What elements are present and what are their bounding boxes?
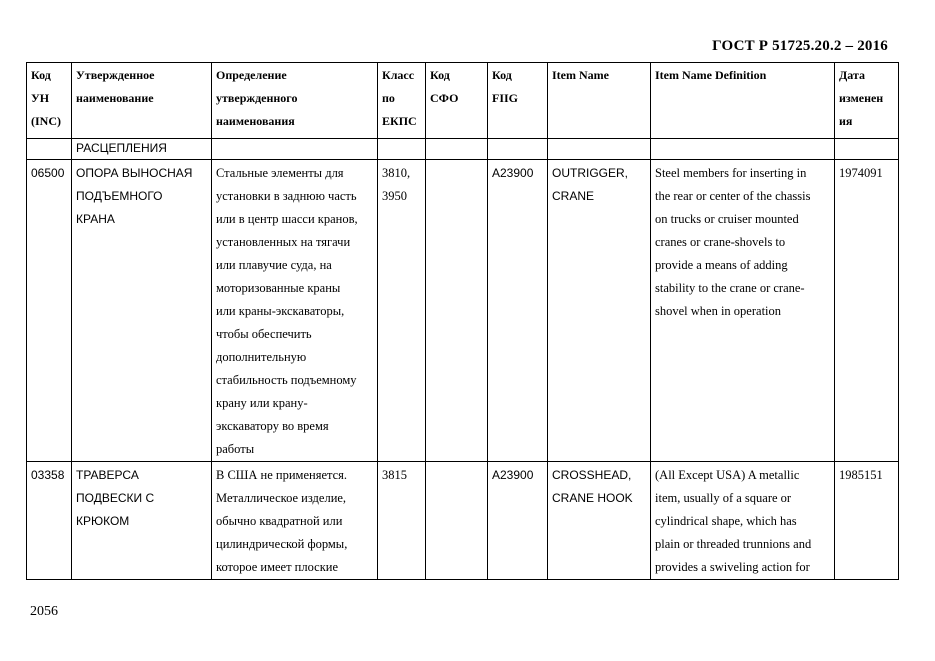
page-number: 2056	[30, 604, 58, 619]
cell-item-name-definition	[651, 139, 835, 160]
cell-sfo-code	[426, 139, 488, 160]
cell-item-name: OUTRIGGER, CRANE	[548, 160, 651, 462]
cell-inc	[27, 139, 72, 160]
cell-sfo-code	[426, 160, 488, 462]
col-header-ekps-class: Класс по ЕКПС	[378, 63, 426, 139]
col-header-item-name: Item Name	[548, 63, 651, 139]
cell-definition-ru: В США не применяется. Металлическое изделие, обычно квадратной или цилиндрической формы, которое имеет плоские	[212, 462, 378, 580]
cell-inc: 03358	[27, 462, 72, 580]
cell-ekps-class	[378, 139, 426, 160]
cell-approved-name: ОПОРА ВЫНОСНАЯ ПОДЪЕМНОГО КРАНА	[72, 160, 212, 462]
cell-approved-name: ТРАВЕРСА ПОДВЕСКИ С КРЮКОМ	[72, 462, 212, 580]
cell-approved-name: РАСЦЕПЛЕНИЯ	[72, 139, 212, 160]
table-row	[27, 139, 899, 160]
cell-date-changed: 1974091	[835, 160, 899, 462]
cell-fiig-code: A23900	[488, 462, 548, 580]
cell-inc: 06500	[27, 160, 72, 462]
col-header-fiig-code: Код FIIG	[488, 63, 548, 139]
cell-ekps-class: 3810, 3950	[378, 160, 426, 462]
table-header-row	[27, 63, 899, 139]
cell-fiig-code	[488, 139, 548, 160]
cell-date-changed: 1985151	[835, 462, 899, 580]
col-header-item-name-definition: Item Name Definition	[651, 63, 835, 139]
col-header-approved-name: Утвержденное наименование	[72, 63, 212, 139]
col-header-definition-ru: Определение утвержденного наименования	[212, 63, 378, 139]
col-header-sfo-code: Код СФО	[426, 63, 488, 139]
cell-ekps-class: 3815	[378, 462, 426, 580]
table-row	[27, 462, 899, 580]
cell-sfo-code	[426, 462, 488, 580]
cell-definition-ru: Стальные элементы для установки в заднюю часть или в центр шасси кранов, установленных на тягачи или плавучие суда, на моторизованные краны или краны-экскаваторы, чтобы обеспечить дополнительную стабильность подъемному крану или крану- экскаватору во время работы	[212, 160, 378, 462]
cell-fiig-code: A23900	[488, 160, 548, 462]
cell-date-changed	[835, 139, 899, 160]
cell-item-name: CROSSHEAD, CRANE HOOK	[548, 462, 651, 580]
col-header-date-changed: Дата изменен ия	[835, 63, 899, 139]
standard-designation: ГОСТ Р 51725.20.2 – 2016	[712, 38, 888, 54]
nomenclature-table	[26, 62, 899, 580]
col-header-inc: Код УН (INC)	[27, 63, 72, 139]
cell-item-name-definition: (All Except USA) A metallic item, usually of a square or cylindrical shape, which has plain or threaded trunnions and provides a swiveling action for	[651, 462, 835, 580]
cell-definition-ru	[212, 139, 378, 160]
table-row	[27, 160, 899, 462]
cell-item-name-definition: Steel members for inserting in the rear or center of the chassis on trucks or cruiser mounted cranes or crane-shovels to provide a means of adding stability to the crane or crane- shovel when in operation	[651, 160, 835, 462]
cell-item-name	[548, 139, 651, 160]
